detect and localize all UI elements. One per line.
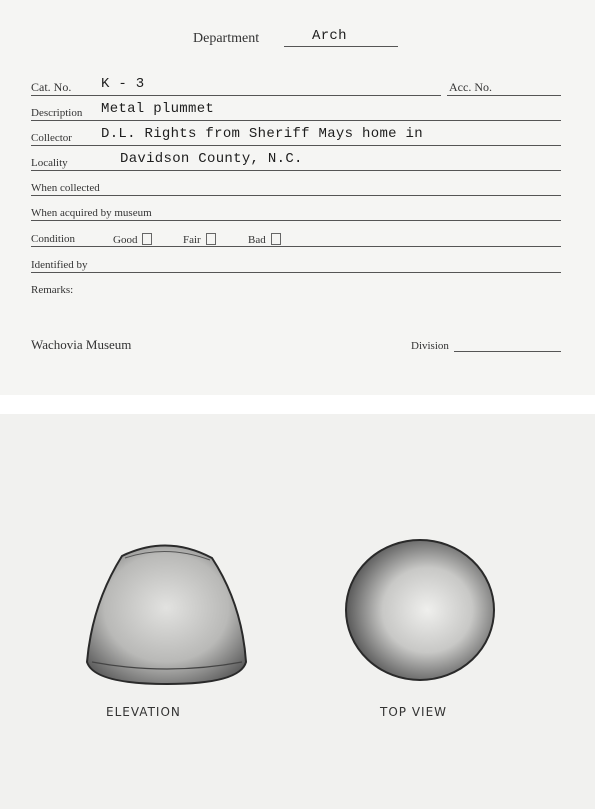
department-rule	[284, 46, 398, 47]
condition-rule	[31, 246, 561, 247]
acc-no-label: Acc. No.	[449, 80, 492, 94]
condition-fair: Fair	[183, 233, 216, 246]
locality-label: Locality	[31, 157, 68, 169]
division-rule	[454, 351, 561, 352]
department-label: Department	[193, 31, 260, 46]
collector-value: D.L. Rights from Sheriff Mays home in	[101, 126, 423, 142]
identified-by-label: Identified by	[31, 259, 88, 271]
division-label: Division	[411, 340, 449, 352]
condition-bad: Bad	[248, 233, 281, 246]
when-acquired-label: When acquired by museum	[31, 207, 152, 219]
plummet-elevation-drawing	[80, 534, 255, 694]
locality-value: Davidson County, N.C.	[120, 151, 303, 167]
locality-rule	[31, 170, 561, 171]
top-view-caption: TOP VIEW	[380, 705, 448, 719]
condition-label: Condition	[31, 233, 76, 245]
cat-no-value: K - 3	[101, 76, 145, 92]
identified-by-rule	[31, 272, 561, 273]
fair-checkbox	[206, 233, 216, 245]
when-collected-label: When collected	[31, 182, 100, 194]
department-value: Arch	[312, 28, 347, 44]
collector-label: Collector	[31, 132, 72, 144]
bad-checkbox	[271, 233, 281, 245]
description-label: Description	[31, 107, 83, 119]
collector-rule	[31, 145, 561, 146]
acc-no-rule	[447, 95, 561, 96]
description-rule	[31, 120, 561, 121]
catalog-card-back	[0, 414, 595, 809]
museum-name: Wachovia Museum	[31, 337, 132, 352]
description-value: Metal plummet	[101, 101, 215, 117]
good-checkbox	[142, 233, 152, 245]
catalog-card-front	[0, 0, 595, 395]
condition-good: Good	[113, 233, 152, 246]
cat-no-rule	[31, 95, 441, 96]
cat-no-label: Cat. No.	[31, 80, 72, 94]
remarks-label: Remarks:	[31, 284, 74, 296]
elevation-caption: ELEVATION	[106, 705, 181, 719]
plummet-top-view-drawing	[343, 536, 498, 686]
when-collected-rule	[31, 195, 561, 196]
when-acquired-rule	[31, 220, 561, 221]
